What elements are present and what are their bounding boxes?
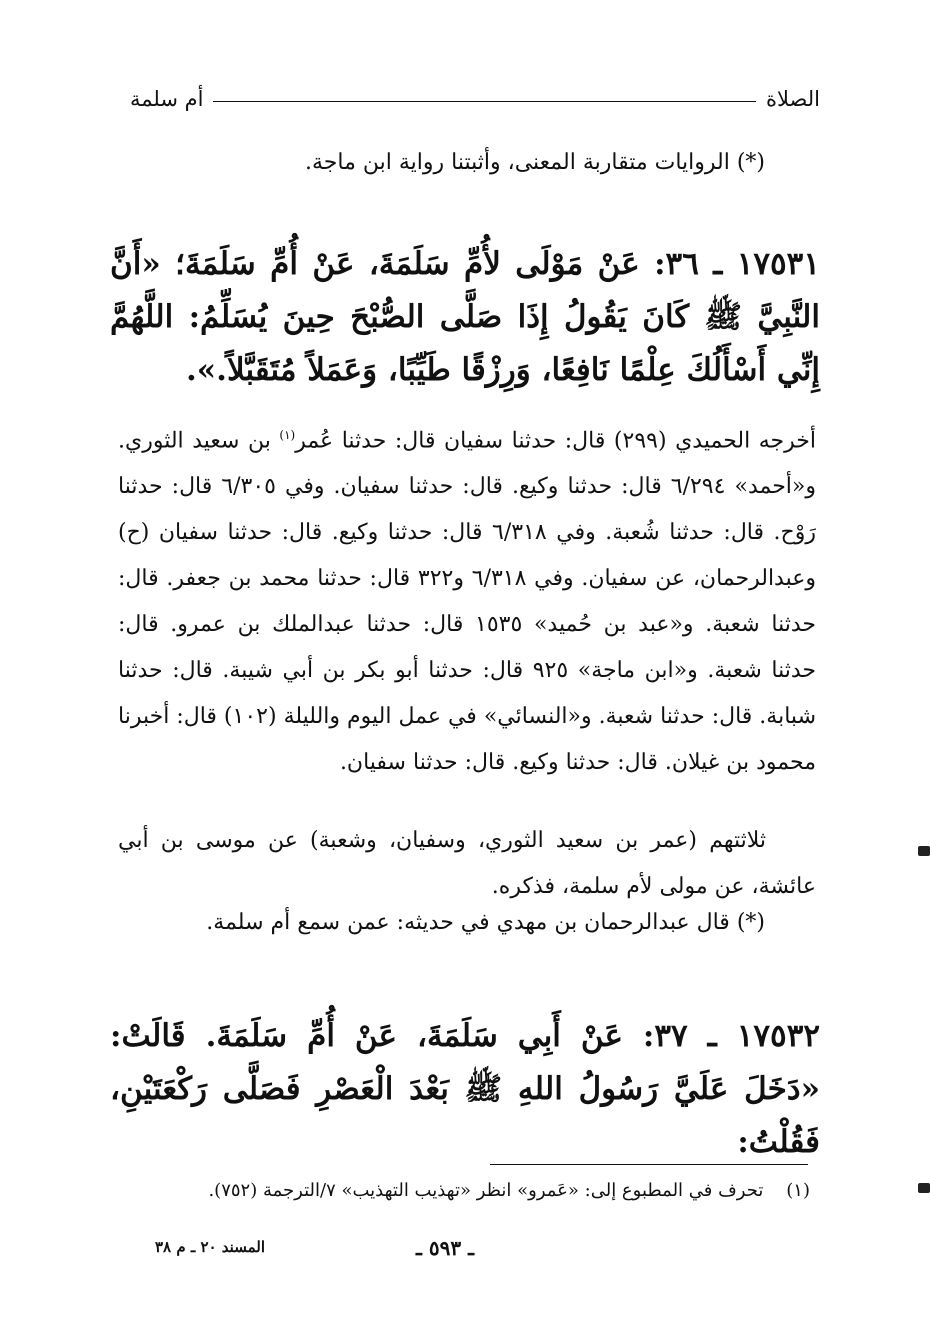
footnote-reference[interactable]: (١) xyxy=(279,428,296,442)
page-number: ـ ٥٩٣ ـ xyxy=(416,1236,474,1260)
hadith-17532: ١٧٥٣٢ ـ ٣٧: عَنْ أَبِي سَلَمَةَ، عَنْ أُمِّ سَلَمَةَ. قَالَتْ: «دَخَلَ عَلَيَّ رَسُولُ اللهِ ﷺ بَعْدَ الْعَصْرِ فَصَلَّى رَكْعَتَيْنِ، فَقُلْتُ: xyxy=(110,1018,821,1160)
editor-note-top: (*) الروايات متقاربة المعنى، وأثبتنا رواية ابن ماجة. xyxy=(305,150,765,175)
footnote-text: تحرف في المطبوع إلى: «عَمرو» انظر «تهذيب التهذيب» ٧/الترجمة (٧٥٢). xyxy=(208,1180,764,1201)
volume-signature: المسند ٢٠ ـ م ٣٨ xyxy=(154,1238,265,1256)
margin-mark xyxy=(918,846,930,856)
footnote-separator xyxy=(490,1164,808,1165)
hadith-17531: ١٧٥٣١ ـ ٣٦: عَنْ مَوْلَى لأُمِّ سَلَمَةَ، عَنْ أُمِّ سَلَمَةَ؛ «أَنَّ النَّبِيَّ ﷺ كَانَ يَقُولُ إِذَا صَلَّى الصُّبْحَ حِينَ يُسَلِّمُ: اللَّهُمَّ إِنِّي أَسْأَلُكَ عِلْمًا نَافِعًا، وَرِزْقًا طَيِّبًا، وَعَمَلاً مُتَقَبَّلاً.». xyxy=(110,246,820,388)
margin-mark xyxy=(918,1183,930,1193)
running-head xyxy=(130,84,820,114)
takhrij-text-rest: بن سعيد الثوري. و«أحمد» ٦/٢٩٤ قال: حدثنا وكيع. قال: حدثنا سفيان. وفي ٦/٣٠٥ قال: حدثنا رَوْح. قال: حدثنا شُعبة. وفي ٦/٣١٨ قال: حدثنا وكيع. قال: حدثنا سفيان (ح) وعبدالرحمان، عن سفيان. وفي ٦/٣١٨ و٣٢٢ قال: حدثنا محمد بن جعفر. قال: حدثنا شعبة. و«عبد بن حُميد» ١٥٣٥ قال: حدثنا عبدالملك بن عمرو. قال: حدثنا شعبة. و«ابن ماجة» ٩٢٥ قال: حدثنا أبو بكر بن أبي شيبة. قال: حدثنا شبابة. قال: حدثنا شعبة. و«النسائي» في عمل اليوم والليلة (١٠٢) قال: أخبرنا محمود بن غيلان. قال: حدثنا وكيع. قال: حدثنا سفيان. xyxy=(118,428,816,776)
takhrij-text-start: أخرجه الحميدي (٢٩٩) قال: حدثنا سفيان قال: حدثنا عُمر xyxy=(295,428,816,454)
footnote-number: (١) xyxy=(786,1180,810,1201)
header-rule xyxy=(213,101,756,102)
section-title: أم سلمة xyxy=(130,87,204,111)
summary-text: ثلاثتهم (عمر بن سعيد الثوري، وسفيان، وشعبة) عن موسى بن أبي عائشة، عن مولى لأم سلمة، فذكره. xyxy=(118,828,816,899)
chapter-title: الصلاة xyxy=(766,87,820,111)
takhrij-paragraph xyxy=(118,412,816,786)
summary-paragraph xyxy=(118,818,816,910)
footnote xyxy=(140,1180,810,1201)
editor-note-middle: (*) قال عبدالرحمان بن مهدي في حديثه: عمن سمع أم سلمة. xyxy=(206,910,765,935)
